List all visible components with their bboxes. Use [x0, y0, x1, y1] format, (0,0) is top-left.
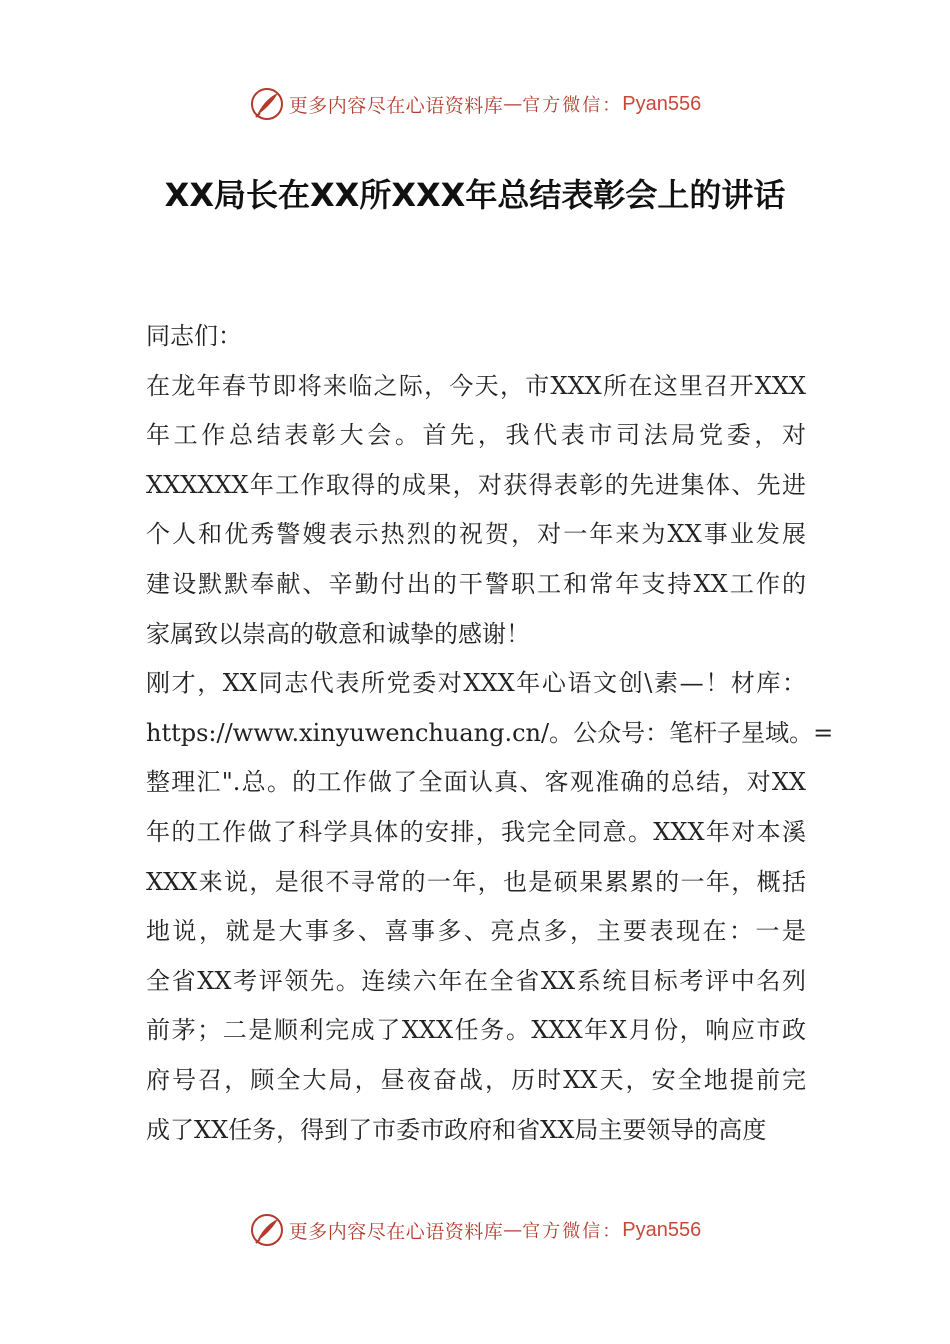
header-watermark-banner [0, 84, 950, 124]
watermark-main-text: 更多内容尽在心语资料库 [288, 94, 504, 117]
body-text-line: 成了XX任务，得到了市委市政府和省XX局主要领导的高度 [146, 1115, 767, 1144]
body-text-line: 建设默默奉献、辛勤付出的干警职工和常年支持XX工作的 [146, 569, 806, 598]
watermark-separator: — [503, 1219, 523, 1241]
body-text-line: 同志们： [146, 322, 242, 350]
body-text-line: 家属致以崇高的敬意和诚挚的感谢！ [146, 619, 530, 648]
body-text-line: 个人和优秀警嫂表示热烈的祝贺，对一年来为XX事业发展 [146, 520, 806, 549]
feather-pen-logo-icon [249, 1212, 285, 1248]
watermark-wechat-label: 官方微信： [522, 1221, 623, 1242]
watermark-main-text: 更多内容尽在心语资料库 [288, 1220, 504, 1243]
body-text-line: 全省XX考评领先。连续六年在全省XX系统目标考评中名列 [146, 966, 806, 995]
body-text-line: 年的工作做了科学具体的安排，我完全同意。XXX年对本溪 [146, 817, 806, 846]
document-body [146, 312, 834, 1155]
body-text-line: https://www.xinyuwenchuang.cn/。公众号：笔杆子星域。= [146, 718, 834, 747]
watermark-wechat-id: Pyan556 [622, 92, 702, 115]
body-text-line: 前茅；二是顺利完成了XXX任务。XXX年X月份，响应市政 [146, 1016, 806, 1045]
body-text-line: 府号召，顾全大局，昼夜奋战，历时XX天，安全地提前完 [146, 1065, 806, 1094]
body-text-line: 地说，就是大事多、喜事多、亮点多，主要表现在：一是 [146, 917, 806, 946]
body-text-line: XXXXXX年工作取得的成果，对获得表彰的先进集体、先进 [146, 470, 806, 499]
body-text-line: XXX来说，是很不寻常的一年，也是硕果累累的一年，概括 [146, 867, 806, 896]
body-text-line: 年工作总结表彰大会。首先，我代表市司法局党委，对 [146, 421, 806, 450]
document-title: XX局长在XX所XXX年总结表彰会上的讲话 [164, 176, 786, 214]
body-text-line: 刚才，XX同志代表所党委对XXX年心语文创\素—！材库： [146, 669, 806, 698]
watermark-wechat-label: 官方微信： [522, 95, 623, 116]
body-text-line: 整理汇".总。的工作做了全面认真、客观准确的总结，对XX [146, 768, 806, 797]
watermark-wechat-id: Pyan556 [622, 1218, 702, 1241]
footer-watermark-banner [0, 1210, 950, 1250]
body-text-line: 在龙年春节即将来临之际，今天，市XXX所在这里召开XXX [146, 371, 806, 400]
feather-pen-logo-icon [249, 86, 285, 122]
watermark-separator: — [503, 93, 523, 115]
